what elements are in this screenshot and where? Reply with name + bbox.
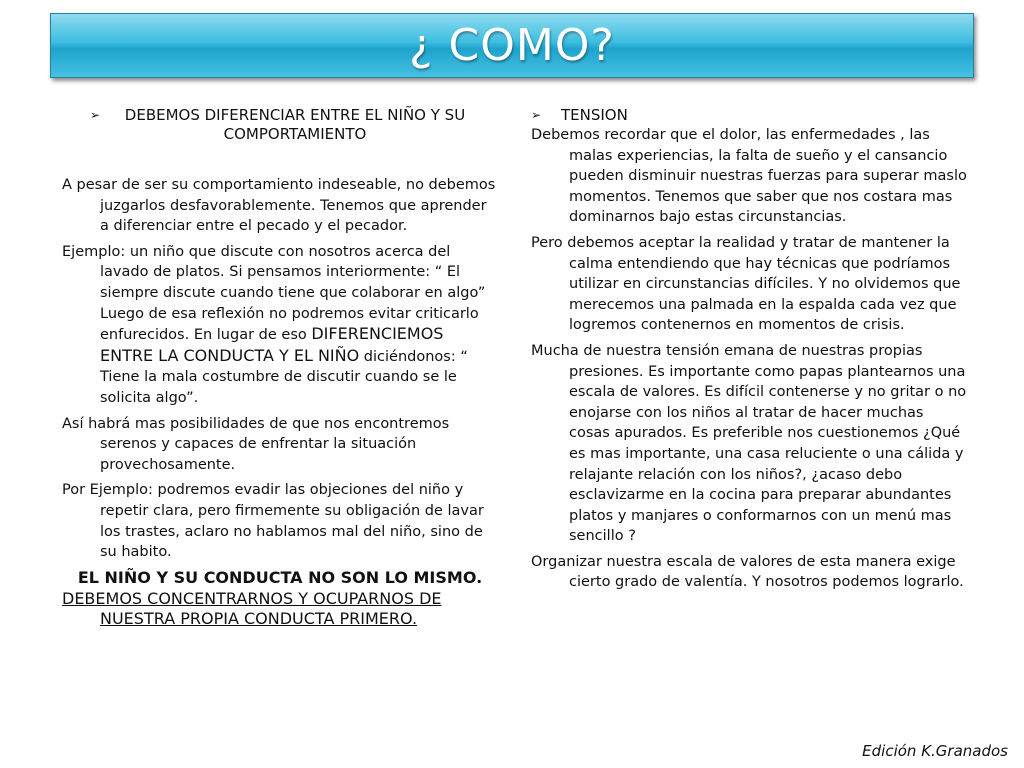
text: Ejemplo: un niño que discute con nosotros acerca del lavado de platos. Si pensamos interiormente: “ El siempre discute cuando tiene que colaborar en algo” Luego de esa reflexión no podremos evitar criticarlo enfurecidos. En lugar de eso <box>62 243 486 344</box>
paragraph: Organizar nuestra escala de valores de esta manera exige cierto grado de valentía. Y nosotros podemos lograrlo. <box>531 553 964 591</box>
right-heading-text: TENSION <box>561 106 628 124</box>
left-column <box>62 106 498 634</box>
left-heading <box>62 106 498 144</box>
paragraph: Debemos recordar que el dolor, las enfermedades , las malas experiencias, la falta de sueño y el cansancio pueden disminuir nuestras fuerzas para superar maslo momentos. Tenemos que saber que nos costara mas dominarnos bajo estas circunstancias. <box>531 127 967 226</box>
text-caps: DIFERENCIEMOS ENTRE LA CONDUCTA Y EL NIÑO <box>100 324 444 365</box>
paragraph: Mucha de nuestra tensión emana de nuestras propias presiones. Es importante como papas plantearnos una escala de valores. Es difícil contenerse y no gritar o no enojarse con los niños al tratar de hacer muchas cosas apurados. Es preferible nos cuestionemos ¿Qué es mas importante, una casa reluciente o una cálida y relajante relación con los niños?, ¿acaso debo esclavizarme en la cocina para preparar abundantes platos y manjares o conformarnos con un menú mas sencillo ? <box>531 342 967 545</box>
text: diciéndonos: “ Tiene la mala costumbre de discutir cuando se le solicita algo”. <box>100 348 468 406</box>
paragraph <box>62 242 498 409</box>
arrow-bullet-icon: ➢ <box>90 108 101 122</box>
closing-text: DEBEMOS CONCENTRARNOS Y OCUPARNOS DE NUESTRA PROPIA CONDUCTA PRIMERO. <box>62 588 442 628</box>
arrow-bullet-icon: ➢ <box>531 108 542 122</box>
title-banner <box>50 13 974 78</box>
paragraph: Por Ejemplo: podremos evadir las objeciones del niño y repetir clara, pero firmemente su obligación de lavar los trastes, aclaro no hablamos mal del niño, sino de su habito. <box>62 482 484 561</box>
slide-title: ¿ COMO? <box>409 20 615 71</box>
right-heading <box>531 106 967 125</box>
emphasis-text: EL NIÑO Y SU CONDUCTA NO SON LO MISMO. <box>77 567 483 587</box>
paragraph: Pero debemos aceptar la realidad y tratar de mantener la calma entendiendo que hay técnicas que podríamos utilizar en circunstancias difíciles. Y no olvidemos que merecemos una palmada en la espalda cada vez que logremos contenernos en momentos de crisis. <box>531 234 961 334</box>
footer-credit: Edición K.Granados <box>862 742 1008 760</box>
paragraph: A pesar de ser su comportamiento indeseable, no debemos juzgarlos desfavorablemente. Tenemos que aprender a diferenciar entre el pecado y el pecador. <box>62 177 496 235</box>
right-column <box>531 106 967 598</box>
paragraph: Así habrá mas posibilidades de que nos encontremos serenos y capaces de enfrentar la situación provechosamente. <box>62 415 450 473</box>
left-heading-text: DEBEMOS DIFERENCIAR ENTRE EL NIÑO Y SU COMPORTAMIENTO <box>124 106 466 143</box>
